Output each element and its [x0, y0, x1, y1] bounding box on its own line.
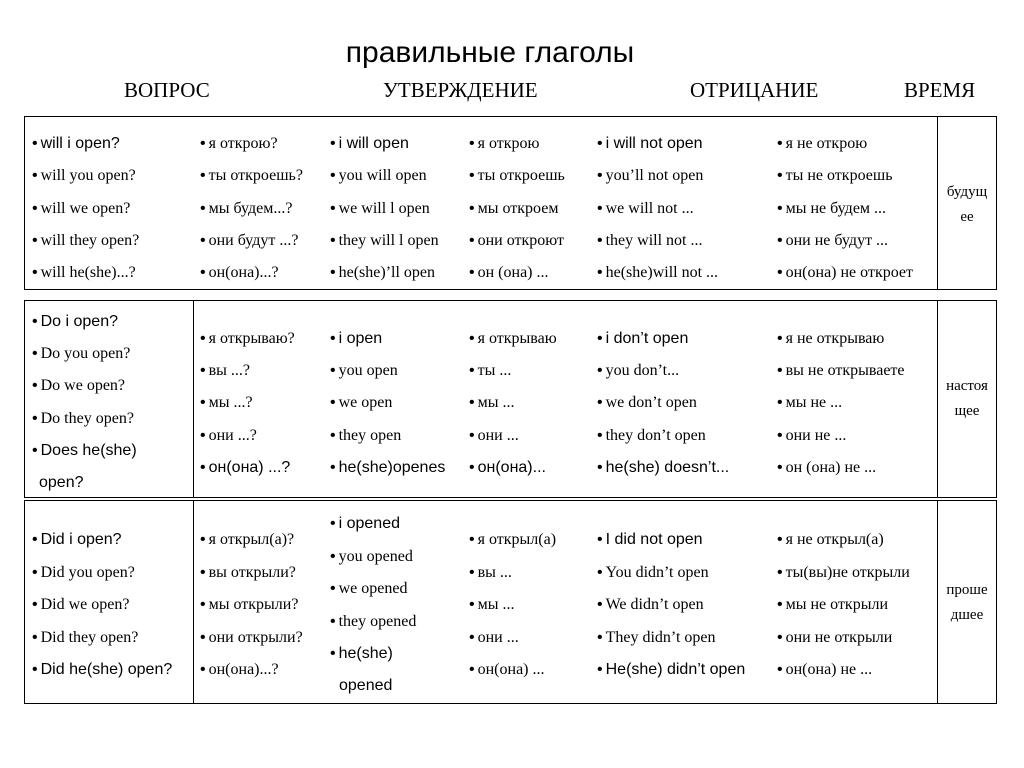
- future-question-ru: • я открою?: [200, 136, 278, 152]
- future-affirmative-en: • you will open: [330, 168, 427, 184]
- present-affirmative-ru: • я открываю: [469, 331, 557, 347]
- present-question-ru: • я открываю?: [200, 331, 295, 347]
- past-affirmative-ru: • я открыл(а): [469, 532, 556, 548]
- past-negative-ru: • они не открыли: [777, 630, 892, 646]
- past-question-en: • Did they open?: [32, 630, 138, 646]
- present-question-ru: • он(она) ...?: [200, 460, 290, 476]
- future-affirmative-en: • he(she)’ll open: [330, 265, 435, 281]
- future-negative-ru: • мы не будем ...: [777, 201, 886, 217]
- present-affirmative-en: • i open: [330, 331, 382, 347]
- future-affirmative-ru: • он (она) ...: [469, 265, 549, 281]
- tense-future-line-2: ее: [960, 209, 974, 225]
- header-negative: ОТРИЦАНИЕ: [690, 78, 819, 102]
- future-affirmative-en: • i will open: [330, 136, 409, 152]
- present-question-ru: • они ...?: [200, 428, 257, 444]
- past-negative-ru: • ты(вы)не открыли: [777, 565, 910, 581]
- present-negative-ru: • они не ...: [777, 428, 846, 444]
- future-affirmative-ru: • я открою: [469, 136, 539, 152]
- present-affirmative-ru: • мы ...: [469, 395, 514, 411]
- present-negative-en: • we don’t open: [597, 395, 697, 411]
- present-question-en: • Does he(she): [32, 443, 137, 459]
- tense-future: [937, 180, 997, 230]
- past-negative-ru: • я не открыл(а): [777, 532, 884, 548]
- present-negative-en: • they don’t open: [597, 428, 706, 444]
- past-negative-en: • You didn’t open: [597, 565, 709, 581]
- present-affirmative-en: • they open: [330, 428, 401, 444]
- future-negative-en: • he(she)will not ...: [597, 265, 718, 281]
- past-question-ru: • мы открыли?: [200, 597, 298, 613]
- present-affirmative-ru: • ты ...: [469, 363, 511, 379]
- future-negative-en: • you’ll not open: [597, 168, 703, 184]
- tense-present: [937, 374, 997, 424]
- present-affirmative-ru: • он(она)...: [469, 460, 546, 476]
- future-affirmative-en: • we will l open: [330, 201, 430, 217]
- tense-future-line-1: будущ: [946, 184, 988, 200]
- past-affirmative-en: • they opened: [330, 614, 416, 630]
- present-question-en: • Do we open?: [32, 378, 125, 394]
- present-negative-ru: • мы не ...: [777, 395, 842, 411]
- present-negative-en: • you don’t...: [597, 363, 679, 379]
- future-question-en: • will we open?: [32, 201, 130, 217]
- past-question-ru: • он(она)...?: [200, 662, 279, 678]
- present-question-ru: • вы ...?: [200, 363, 250, 379]
- past-affirmative-en: • you opened: [330, 549, 413, 565]
- future-question-ru: • ты откроешь?: [200, 168, 303, 184]
- present-negative-ru: • я не открываю: [777, 331, 884, 347]
- future-negative-ru: • он(она) не откроет: [777, 265, 913, 281]
- present-question-en: • Do i open?: [32, 314, 118, 330]
- future-affirmative-ru: • ты откроешь: [469, 168, 565, 184]
- future-negative-ru: • я не открою: [777, 136, 867, 152]
- past-question-en: • Did i open?: [32, 532, 122, 548]
- future-negative-en: • we will not ...: [597, 201, 694, 217]
- past-negative-en: • I did not open: [597, 532, 703, 548]
- past-affirmative-ru: • мы ...: [469, 597, 514, 613]
- tense-past: [937, 578, 997, 628]
- past-negative-en: • He(she) didn’t open: [597, 662, 745, 678]
- future-affirmative-ru: • мы откроем: [469, 201, 558, 217]
- present-negative-en: • he(she) doesn’t...: [597, 460, 729, 476]
- tense-present-line-1: настоя: [946, 378, 988, 394]
- present-question-en: • Do they open?: [32, 411, 134, 427]
- future-question-en: • will you open?: [32, 168, 136, 184]
- present-affirmative-en: • he(she)openes: [330, 460, 445, 476]
- page-title: правильные глаголы: [345, 36, 635, 69]
- present-question-en: • Do you open?: [32, 346, 130, 362]
- future-question-en: • will he(she)...?: [32, 265, 136, 281]
- tense-past-line-2: дшее: [950, 607, 984, 623]
- tense-present-line-2: щее: [954, 403, 980, 419]
- future-question-ru: • он(она)...?: [200, 265, 279, 281]
- past-question-en: • Did he(she) open?: [32, 662, 172, 678]
- past-question-ru: • вы открыли?: [200, 565, 296, 581]
- present-question-en-continued: open?: [39, 474, 84, 491]
- past-affirmative-ru: • они ...: [469, 630, 519, 646]
- header-affirmative: УТВЕРЖДЕНИЕ: [383, 78, 538, 102]
- past-affirmative-en: • we opened: [330, 581, 407, 597]
- past-question-ru: • я открыл(а)?: [200, 532, 294, 548]
- present-question-ru: • мы ...?: [200, 395, 253, 411]
- present-negative-en: • i don’t open: [597, 331, 688, 347]
- future-affirmative-ru: • они откроют: [469, 233, 564, 249]
- header-question: ВОПРОС: [124, 78, 210, 102]
- present-affirmative-en: • we open: [330, 395, 392, 411]
- past-negative-en: • They didn’t open: [597, 630, 716, 646]
- past-affirmative-en: • he(she): [330, 646, 393, 662]
- header-tense: ВРЕМЯ: [904, 78, 976, 102]
- past-question-en: • Did you open?: [32, 565, 135, 581]
- past-affirmative-ru: • вы ...: [469, 565, 512, 581]
- future-negative-ru: • они не будут ...: [777, 233, 888, 249]
- present-negative-ru: • вы не открываете: [777, 363, 905, 379]
- past-question-en: • Did we open?: [32, 597, 129, 613]
- future-affirmative-en: • they will l open: [330, 233, 439, 249]
- future-negative-en: • they will not ...: [597, 233, 703, 249]
- past-affirmative-en-continued: opened: [339, 677, 393, 694]
- present-affirmative-ru: • они ...: [469, 428, 519, 444]
- past-affirmative-ru: • он(она) ...: [469, 662, 545, 678]
- past-question-ru: • они открыли?: [200, 630, 303, 646]
- future-negative-ru: • ты не откроешь: [777, 168, 892, 184]
- future-question-ru: • они будут ...?: [200, 233, 299, 249]
- present-affirmative-en: • you open: [330, 363, 398, 379]
- present-negative-ru: • он (она) не ...: [777, 460, 876, 476]
- future-question-en: • will they open?: [32, 233, 139, 249]
- future-question-en: • will i open?: [32, 136, 120, 152]
- past-negative-en: • We didn’t open: [597, 597, 704, 613]
- future-question-ru: • мы будем...?: [200, 201, 292, 217]
- tense-past-line-1: проше: [946, 582, 988, 598]
- past-affirmative-en: • i opened: [330, 516, 400, 532]
- past-negative-ru: • мы не открыли: [777, 597, 888, 613]
- past-negative-ru: • он(она) не ...: [777, 662, 872, 678]
- future-negative-en: • i will not open: [597, 136, 703, 152]
